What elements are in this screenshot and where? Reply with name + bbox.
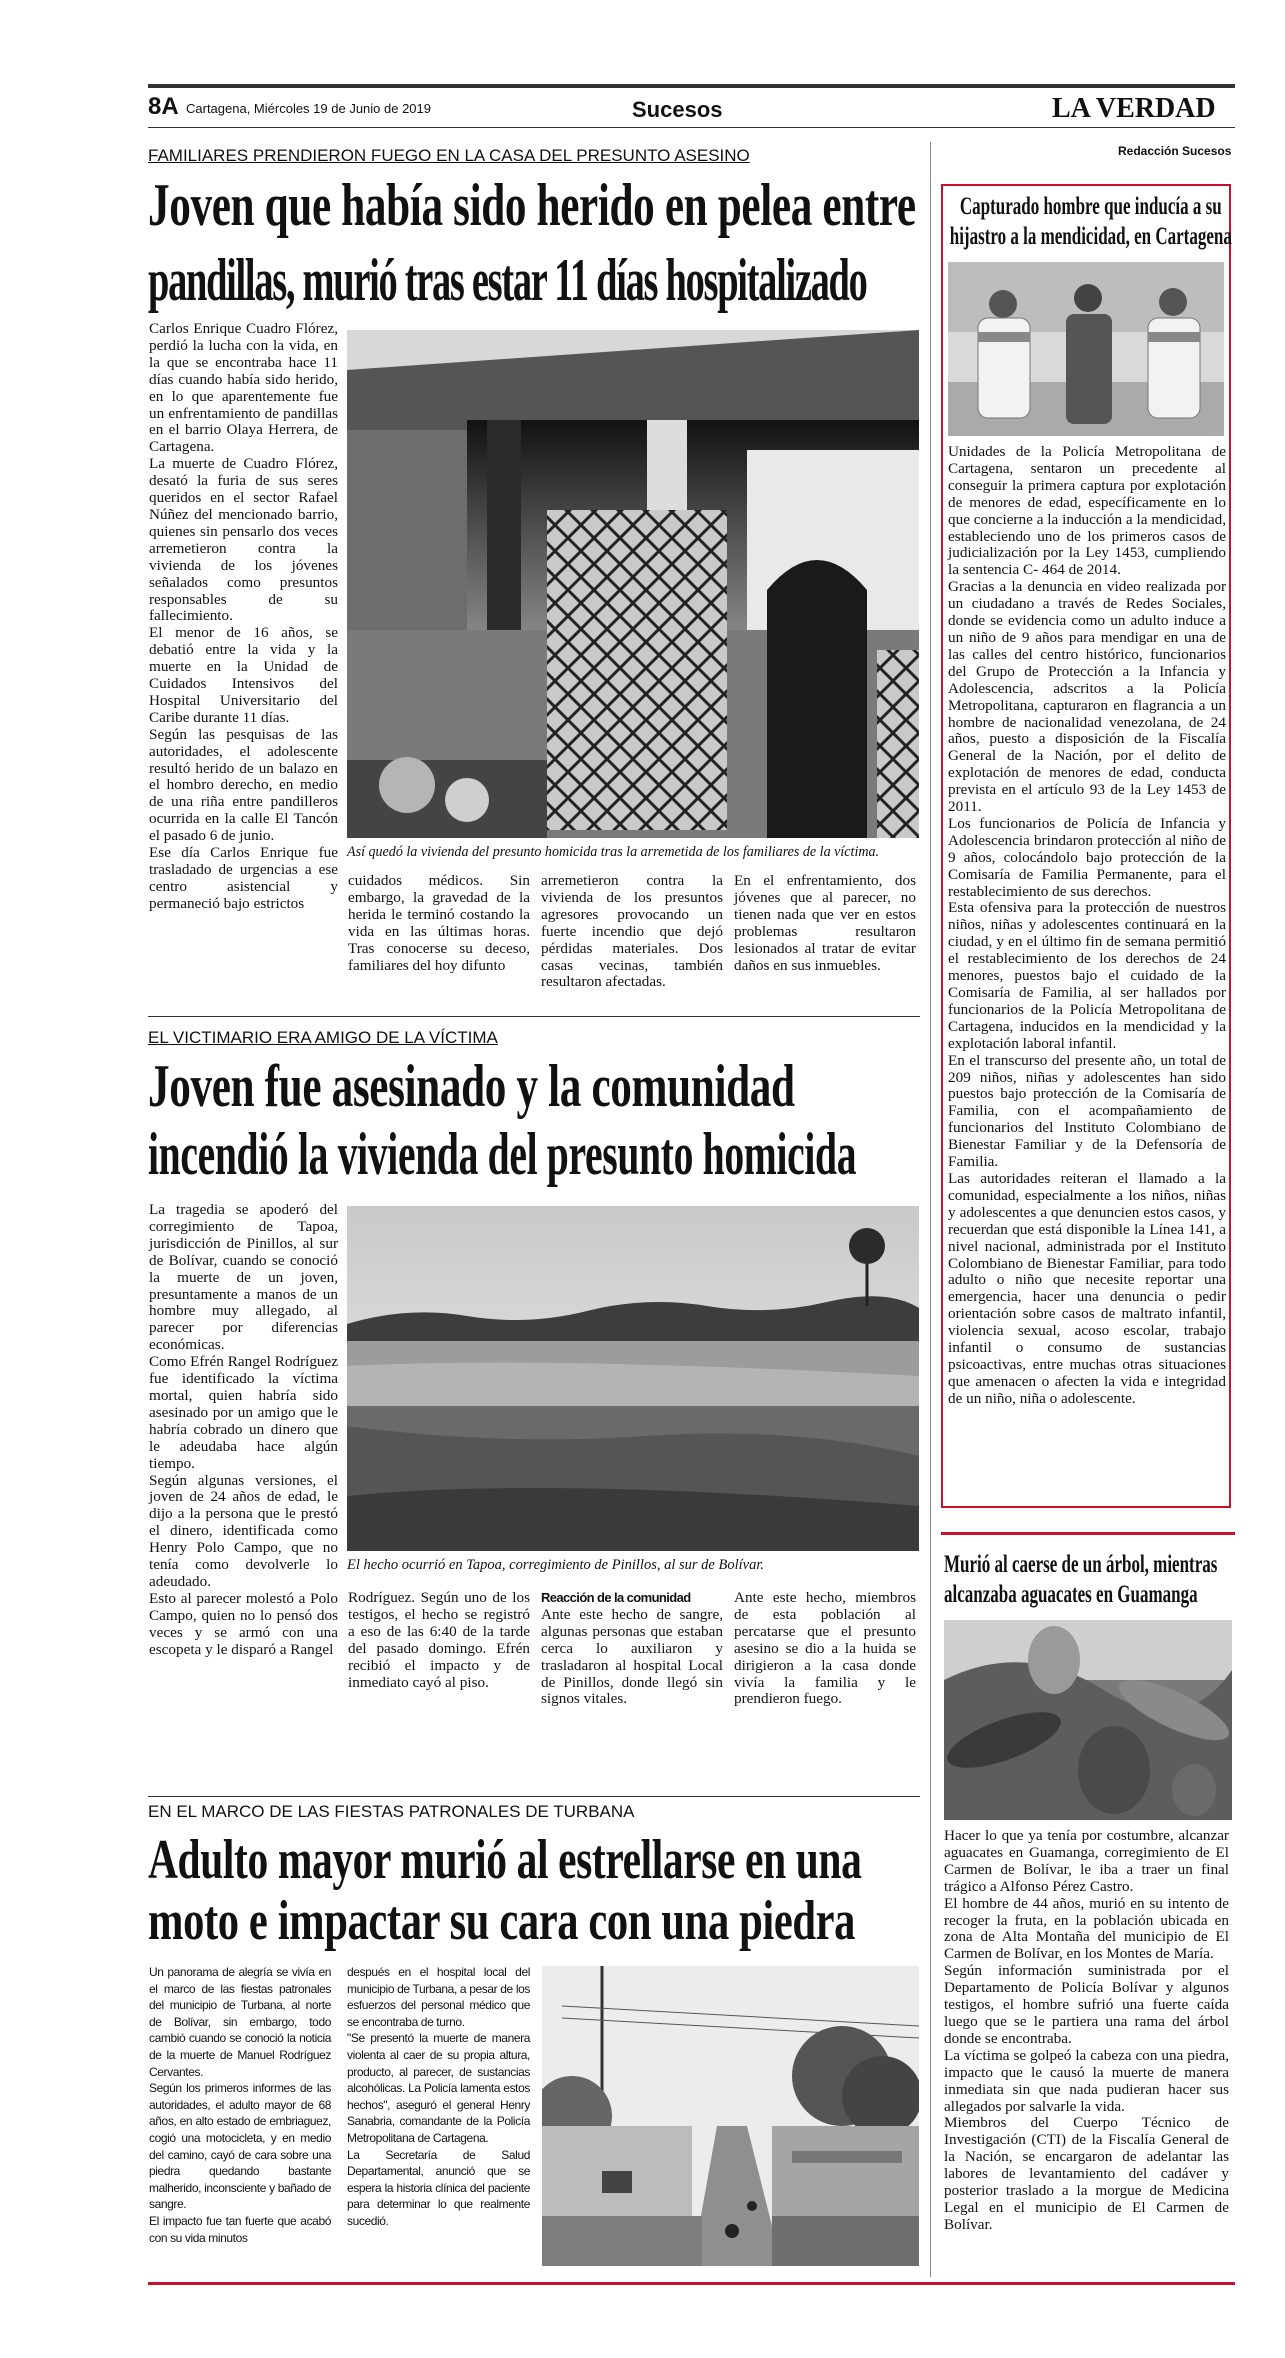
article2-headline-line1: Joven fue asesinado y la comunidad xyxy=(148,1053,795,1119)
sidebar2-headline: Murió al caerse de un árbol, mientras alcanzaba aguacates en Guamanga xyxy=(944,1551,1218,1608)
masthead: LA VERDAD xyxy=(1052,93,1216,124)
article1-col1: Carlos Enrique Cuadro Flórez, perdió la lucha con la vida, en la que se encontraba hace 11 días cuando había sido herido, en lo que aparentemente fue un enfrentamiento de pandillas en el barrio Olaya Herrera, de Cartagena. La muerte de Cuadro Flórez, desató la furia de sus seres queridos en el sector Rafael Núñez del mencionado barrio, quienes sin pensarlo dos veces arremetieron contra la vivienda de los jóvenes señalados como presuntos responsables de su fallecimiento. El menor de 16 años, se debatió entre la vida y la muerte en la Unidad de Cuidados Intensivos del Hospital Universitario del Caribe durante 11 días. Según las pesquisas de las autoridades, el adolescente resultó herido de un balazo en el hombro derecho, en medio de una riña entre pandilleros ocurrida en la calle El Tancón el pasado 6 de junio. Ese día Carlos Enrique fue trasladado de urgencias a ese centro asistencial y permaneció bajo estrictos xyxy=(149,320,338,912)
article2-col3: Reacción de la comunidad Ante este hecho de sangre, algunas personas que estaban cerca lo auxiliaron y trasladaron al hospital Local de Pinillos, donde llegó sin signos vitales. xyxy=(541,1590,723,1708)
article2-col1: La tragedia se apoderó del corregimiento de Tapoa, jurisdicción de Pinillos, al sur de Bolívar, cuando se conoció la muerte de un joven, presuntamente a manos de un hombre muy allegado, al parecer por diferencias económicas. Como Efrén Rangel Rodríguez fue identificado la víctima mortal, quien habría sido asesinado por un amigo que le habría cobrado un dinero que le adeudaba hace algún tiempo. Según algunas versiones, el joven de 24 años de edad, le dijo a la persona que le prestó el dinero, identificada como Henry Polo Campo, que no tenía como devolverle lo adeudado. Esto al parecer molestó a Polo Campo, quien no lo pensó dos veces y se armó con una escopeta y le disparó a Rangel xyxy=(149,1201,338,1658)
article2-col4: Ante este hecho, miembros de esta población al percatarse que el presunto asesino se dio a la huida se dirigieron a la casa donde vivía la familia y le prendieron fuego. xyxy=(734,1589,916,1708)
tapoa-landscape-photo xyxy=(347,1206,919,1551)
article2-headline-line2: incendió la vivienda del presunto homicida xyxy=(148,1121,857,1187)
article3-kicker: EN EL MARCO DE LAS FIESTAS PATRONALES DE TURBANA xyxy=(148,1802,635,1821)
sidebar1-body: Unidades de la Policía Metropolitana de Cartagena, sentaron un precedente al conseguir la primera captura por explotación de menores de edad, específicamente en lo que concierne a la inducción a la mendicidad, estableciendo uno de los primeros casos de judicialización por la Ley 1453, cumpliendo la sentencia C- 464 de 2014. Gracias a la denuncia en video realizada por un ciudadano a través de Redes Sociales, donde se evidencia como un adulto induce a un niño de 9 años para mendigar en una de las calles del centro histórico, funcionarios del Grupo de Protección a la Infancia y Adolescencia, adscritos a la Policía Metropolitana, capturaron en flagrancia a un hombre de nacionalidad venezolana, de 24 años, puesto a disposición de la Fiscalía General de la Nación, por el delito de explotación de menores de edad, conducta prevista en el artículo 93 de la Ley 1453 de 2011. Los funcionarios de Policía de Infancia y Adolescencia brindaron protección al niño de 9 años, colocándolo bajo protección de la Comisaría de Familia Permanente, para el restablecimiento de sus derechos. Esta ofensiva para la protección de nuestros niños, niñas y adolescentes continuará en la ciudad, y en el último fin de semana permitió el restablecimiento de los derechos de 24 menores, puestos bajo el cuidado de la Comisaría de Familia, al ser hallados por funcionarios de la Policía Metropolitana de Cartagena, inducidos en la mendicidad y la explotación laboral infantil. En el transcurso del presente año, un total de 209 niños, niñas y adolescentes han sido puestos bajo protección de la Comisaría de Familia, con el acompañamiento de funcionarios del Instituto Colombiano de Bienestar Familiar y de la Defensoría de Familia. Las autoridades reiteran el llamado a la comunidad, especialmente a los niños, niñas y adolescentes a que denuncien estos casos, y recuerdan que está disponible la Línea 141, a nivel nacional, administrada por el Instituto Colombiano de Bienestar Familiar, para todo adulto o niño que necesite reportar una emergencia, hacer una denuncia o pedir orientación sobre casos de maltrato infantil, violencia sexual, acoso escolar, trabajo infantil o consumo de sustancias psicoactivas, entre muchas otras situaciones que amenacen o afecten la vida e integridad de un niño, niña o adolescente. xyxy=(948,443,1226,1407)
burned-house-photo xyxy=(347,330,919,838)
article2-col2: Rodríguez. Según uno de los testigos, el hecho se registró a eso de las 6:40 de la tarde del pasado domingo. Efrén recibió el impacto y de inmediato cayó al piso. xyxy=(348,1589,530,1691)
page-number: 8A xyxy=(148,93,179,120)
turbana-street-photo xyxy=(542,1966,919,2266)
dateline: Cartagena, Miércoles 19 de Junio de 2019 xyxy=(186,101,431,116)
article1-col2: cuidados médicos. Sin embargo, la gravedad de la herida le terminó costando la vida en las últimas horas. Tras conocerse su deceso, familiares del hoy difunto xyxy=(348,872,530,974)
article1-headline-line2: pandillas, murió tras estar 11 días hospitalizado xyxy=(148,247,867,313)
article1-photo-caption: Así quedó la vivienda del presunto homicida tras la arremetida de los familiares de la víctima. xyxy=(347,844,880,860)
article2-photo-caption: El hecho ocurrió en Tapoa, corregimiento de Pinillos, al sur de Bolívar. xyxy=(347,1557,764,1573)
article2-kicker: EL VICTIMARIO ERA AMIGO DE LA VÍCTIMA xyxy=(148,1028,498,1047)
article3-col1: Un panorama de alegría se vivía en el marco de las fiestas patronales del municipio de Turbana, al norte de Bolívar, sin embargo, todo cambió cuando se conoció la noticia de la muerte de Manuel Rodríguez Cervantes. Según los primeros informes de las autoridades, el adulto mayor de 68 años, en alto estado de embriaguez, cogió una motocicleta, y en medio del camino, cayó de cara sobre una piedra quedando bastante malherido, inconsciente y bañado de sangre. El impacto fue tan fuerte que acabó con su vida minutos xyxy=(149,1965,331,2245)
article2-subhead: Reacción de la comunidad xyxy=(541,1590,691,1605)
sidebar2-body: Hacer lo que ya tenía por costumbre, alcanzar aguacates en Guamanga, corregimiento de El Carmen de Bolívar, le iba a traer un final trágico a Alfonso Pérez Castro. El hombre de 44 años, murió en su intento de recoger la fruta, en la población ubicada en zona de Alta Montaña del municipio de El Carmen de Bolívar, en los Montes de María. Según información suministrada por el Departamento de Policía Bolívar y algunos testigos, el hombre sufrió una fuerte caída luego que se le partiera una rama del árbol donde se encontraba. La víctima se golpeó la cabeza con una piedra, impacto que le causó la muerte de manera inmediata sin que nada pudieran hacer sus allegados por salvarle la vida. Miembros del Cuerpo Técnico de Investigación (CTI) de la Fiscalía General de la Nación, se encargaron de adelantar las labores de levantamiento del cadáver y posterior traslado a la morgue de Medicina Legal en el municipio de El Carmen de Bolívar. xyxy=(944,1827,1229,2233)
sidebar1-headline: Capturado hombre que inducía a su hijastro a la mendicidad, en Cartagena xyxy=(949,193,1232,250)
article1-col4: En el enfrentamiento, dos jóvenes que al parecer, no tienen nada que ver en estos problemas resultaron lesionados al tratar de evitar daños en sus inmuebles. xyxy=(734,872,916,974)
article1-kicker: FAMILIARES PRENDIERON FUEGO EN LA CASA DEL PRESUNTO ASESINO xyxy=(148,146,750,165)
section-title: Sucesos xyxy=(632,97,723,122)
capture-photo xyxy=(948,262,1224,436)
article3-headline-line1: Adulto mayor murió al estrellarse en una xyxy=(148,1829,862,1891)
byline: Redacción Sucesos xyxy=(1118,144,1232,158)
avocado-photo xyxy=(944,1620,1232,1820)
article3-col2: después en el hospital local del municipio de Turbana, a pesar de los esfuerzos del personal médico que se encontraba de turno. "Se presentó la muerte de manera violenta al caer de su propia altura, producto, al parecer, de sustancias alcohólicas. La Policía lamenta estos hechos", aseguró el general Henry Sanabria, comandante de la Policía Metropolitana de Cartagena. La Secretaría de Salud Departamental, anunció que se espera la historia clínica del paciente para determinar lo que realmente sucedió. xyxy=(347,1965,530,2228)
article1-headline-line1: Joven que había sido herido en pelea entre xyxy=(148,172,916,238)
article3-headline-line2: moto e impactar su cara con una piedra xyxy=(148,1890,856,1952)
article1-col3: arremetieron contra la vivienda de los presuntos agresores provocando un fuerte incendio que dejó pérdidas materiales. Dos casas vecinas, también resultaron afectadas. xyxy=(541,872,723,991)
